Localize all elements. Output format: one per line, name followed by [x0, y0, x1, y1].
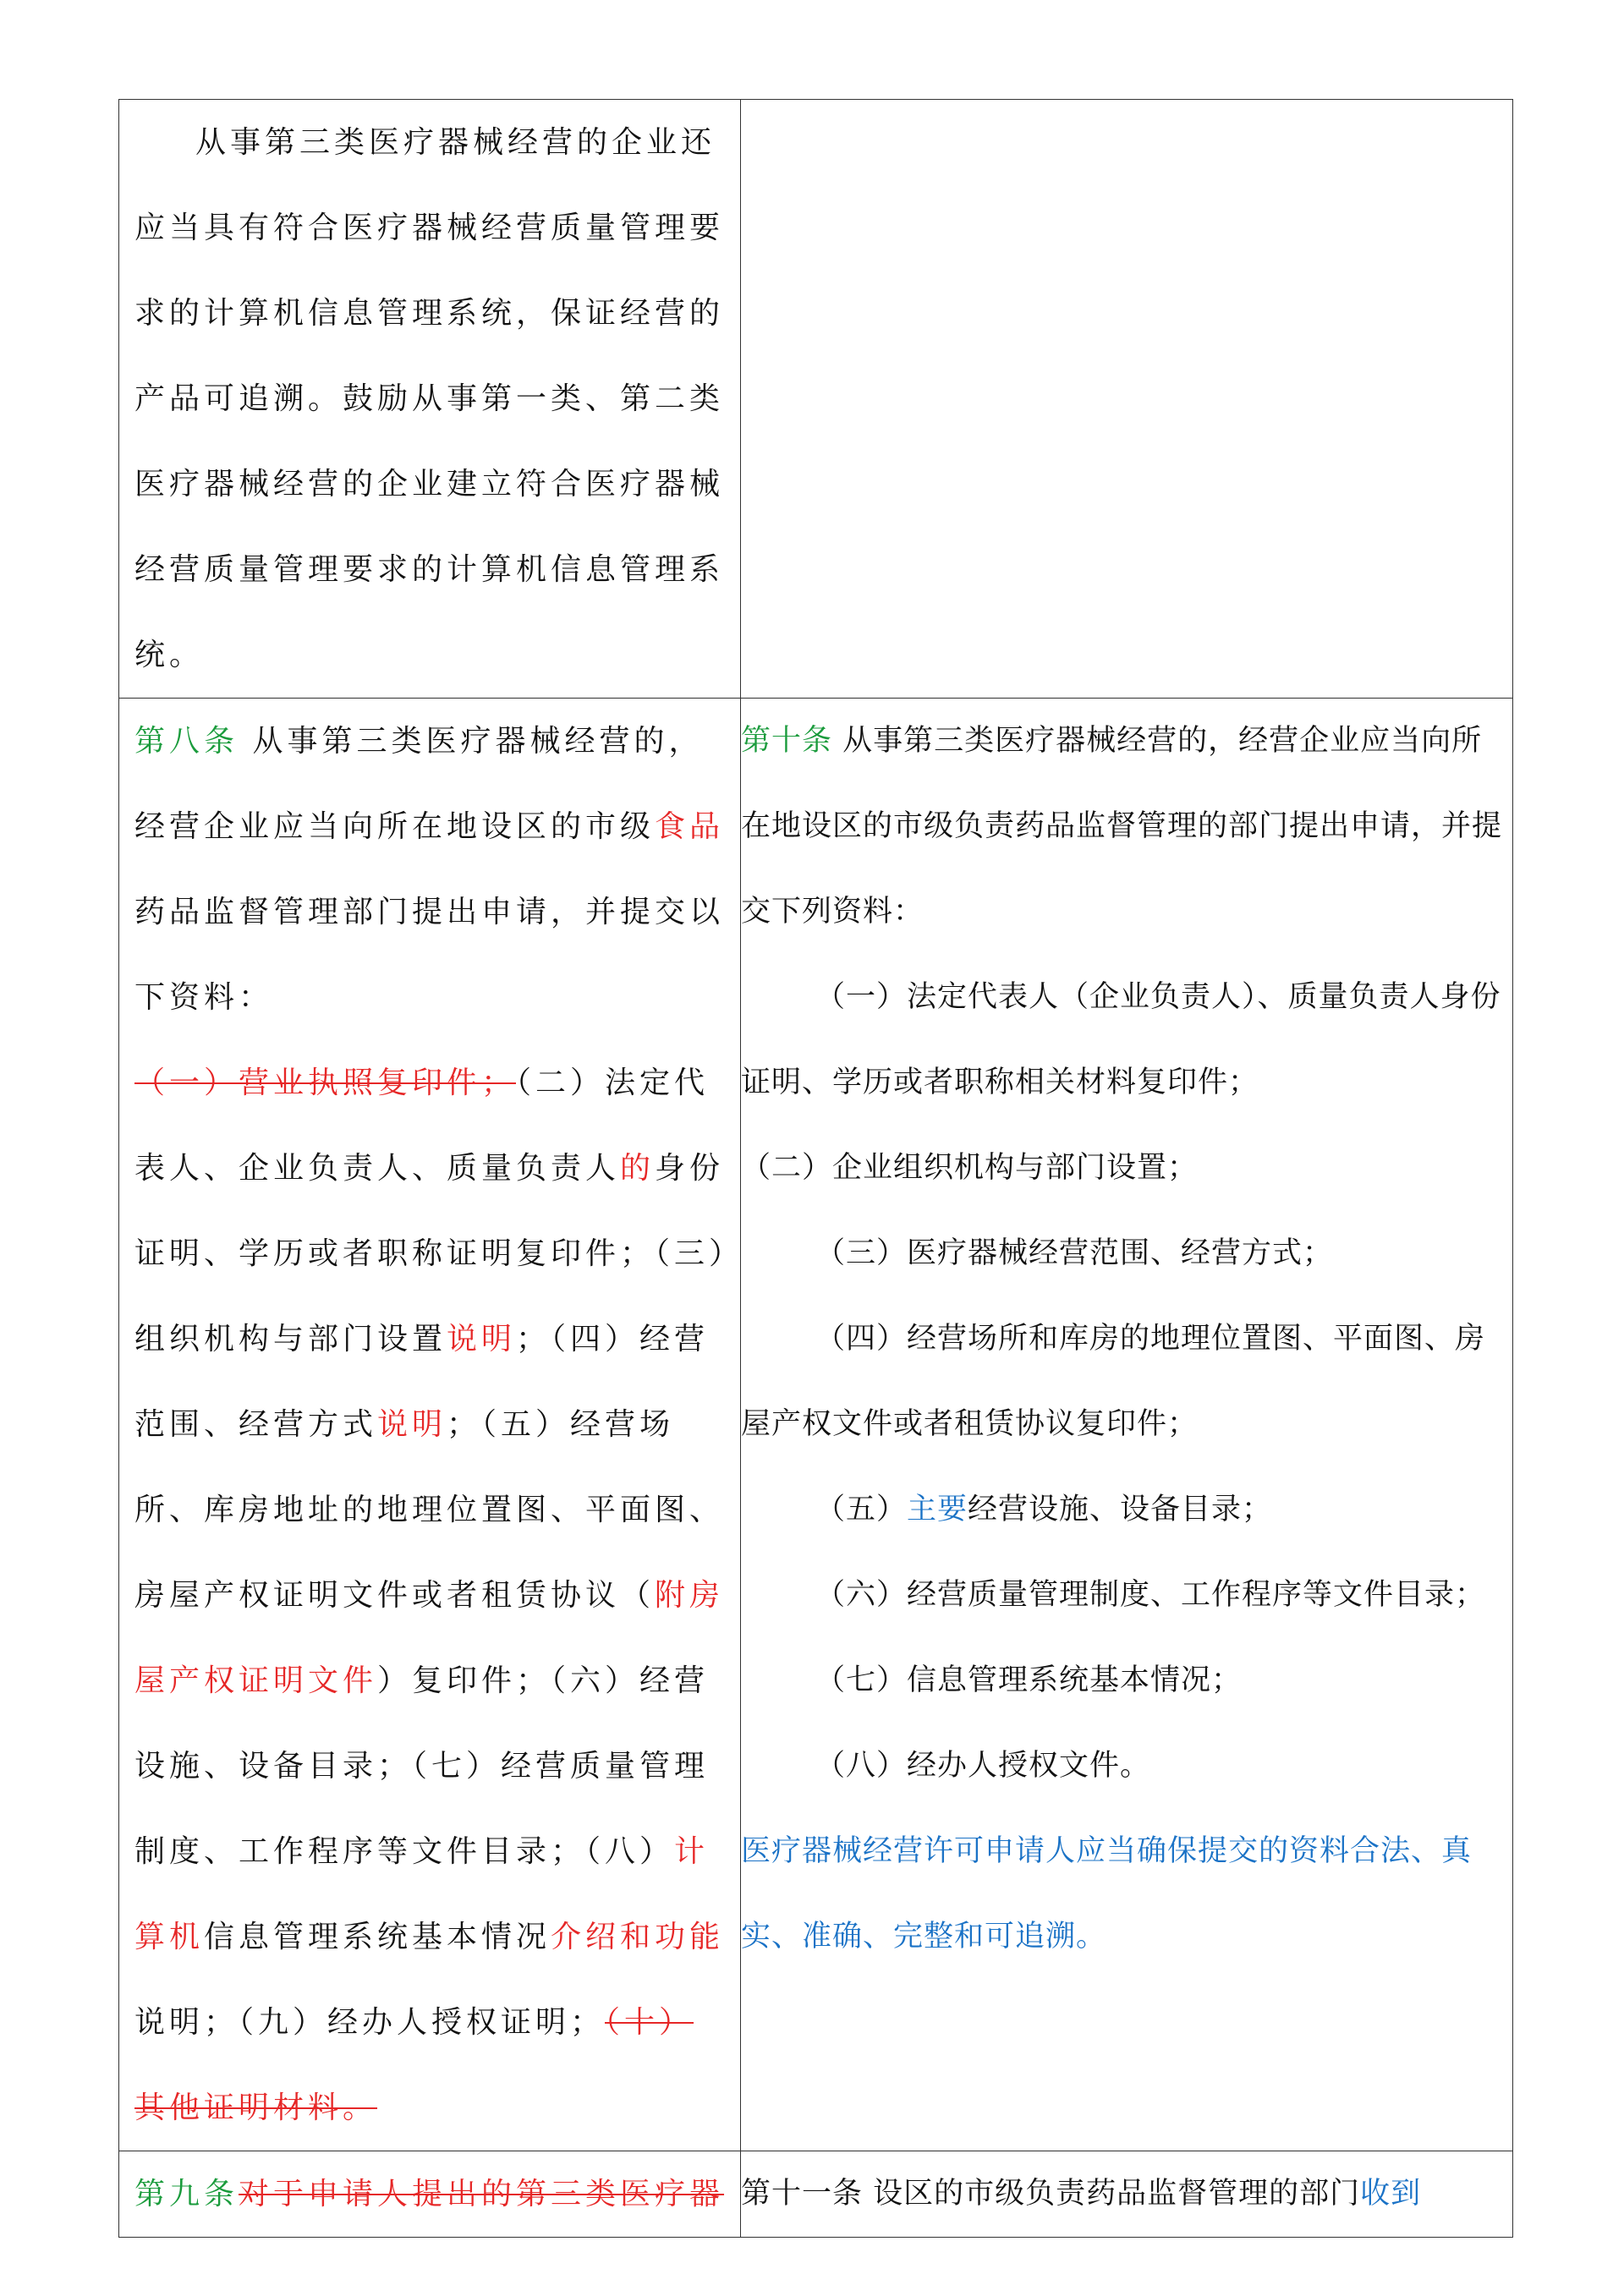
article-number: 第九条 [134, 2177, 239, 2211]
comparison-table [118, 99, 1513, 2238]
table-row [119, 100, 1513, 699]
list-item [741, 1467, 1507, 1553]
text-segment: （二）法定代表人、企业负责人、质量负责人 [134, 1066, 710, 1186]
list-item: （八）经办人授权文件。 [815, 1749, 1151, 1783]
text-segment: ；（四）经营范围、经营方式 [134, 1322, 710, 1442]
deleted-text: （十）其他证明材料。 [134, 2005, 694, 2125]
list-item: （一）法定代表人（企业负责人）、质量负责人身份证明、学历或者职称相关材料复印件； [741, 980, 1501, 1099]
article-8-paragraph [134, 699, 728, 1040]
inserted-text: 食品 [655, 809, 725, 844]
text-segment: 说明；（九）经办人授权证明； [134, 2005, 606, 2040]
table-row [119, 2151, 1513, 2238]
left-cell-row3 [119, 2151, 741, 2238]
right-cell-row2 [741, 699, 1513, 2151]
article-number: 第八条 [134, 724, 239, 759]
deleted-text: （一）营业执照复印件； [134, 1066, 517, 1100]
text-segment: （五） [815, 1493, 908, 1526]
text-segment: ）复印件；（六）经营设施、设备目录；（七）经营质量管理制度、工作程序等文件目录；（八） [134, 1663, 710, 1869]
article-11-paragraph [741, 2151, 1507, 2237]
inserted-text: 介绍和功能 [551, 1920, 725, 1954]
table-row [119, 699, 1513, 2151]
article-9-paragraph [134, 2151, 728, 2237]
list-item: （三）医疗器械经营范围、经营方式； [815, 1236, 1334, 1270]
right-cell-row1 [741, 100, 1513, 699]
inserted-text: 附房屋产权证明文件 [134, 1578, 725, 1698]
inserted-text: 主要 [907, 1493, 968, 1526]
text-segment: 从事第三类医疗器械经营的，经营企业应当向所在地设区的市级负责药品监督管理的部门提出申请，并提交下列资料： [741, 724, 1503, 929]
text-segment: 身份证明、学历或者职称证明复印件；（三）组织机构与部门设置 [134, 1151, 729, 1356]
paragraph: 从事第三类医疗器械经营的企业还应当具有符合医疗器械经营质量管理要求的计算机信息管理系统，保证经营的产品可追溯。鼓励从事第一类、第二类医疗器械经营的企业建立符合医疗器械经营质量管理要求的计算机信息管理系统。 [134, 125, 725, 672]
inserted-text: 说明 [377, 1407, 447, 1442]
deleted-text: 对于申请人提出的第三类医疗器 [239, 2177, 725, 2211]
right-cell-row3 [741, 2151, 1513, 2238]
list-item: （四）经营场所和库房的地理位置图、平面图、房屋产权文件或者租赁协议复印件； [741, 1322, 1486, 1441]
text-segment: 药品监督管理部门提出申请，并提交以下资料： [134, 895, 725, 1015]
text-segment: 经营设施、设备目录； [968, 1493, 1273, 1526]
text-segment: ；（五）经营场所、库房地址的地理位置图、平面图、房屋产权证明文件或者租赁协议（ [134, 1407, 725, 1613]
inserted-text: 收到 [1360, 2177, 1422, 2211]
text-segment: 第十一条 设区的市级负责药品监督管理的部门 [741, 2177, 1361, 2211]
left-cell-row1 [119, 100, 741, 699]
article-10-paragraph [741, 699, 1507, 955]
list-item: （七）信息管理系统基本情况； [815, 1663, 1243, 1697]
inserted-text: 说明 [447, 1322, 517, 1356]
inserted-text: 的 [620, 1151, 656, 1186]
article-8-items [134, 1040, 728, 2151]
article-number: 第十条 [741, 724, 833, 758]
text-segment: 信息管理系统基本情况 [204, 1920, 551, 1954]
text-segment: 从事第三类医疗器械经营的，经营企业应当向所在地设区的市级 [134, 724, 704, 844]
left-cell-row2 [119, 699, 741, 2151]
list-item: （六）经营质量管理制度、工作程序等文件目录； [815, 1578, 1486, 1612]
closing-paragraph: 医疗器械经营许可申请人应当确保提交的资料合法、真实、准确、完整和可追溯。 [741, 1834, 1473, 1954]
list-item: （二）企业组织机构与部门设置； [741, 1151, 1199, 1185]
inserted-text: 计算机 [134, 1834, 710, 1954]
